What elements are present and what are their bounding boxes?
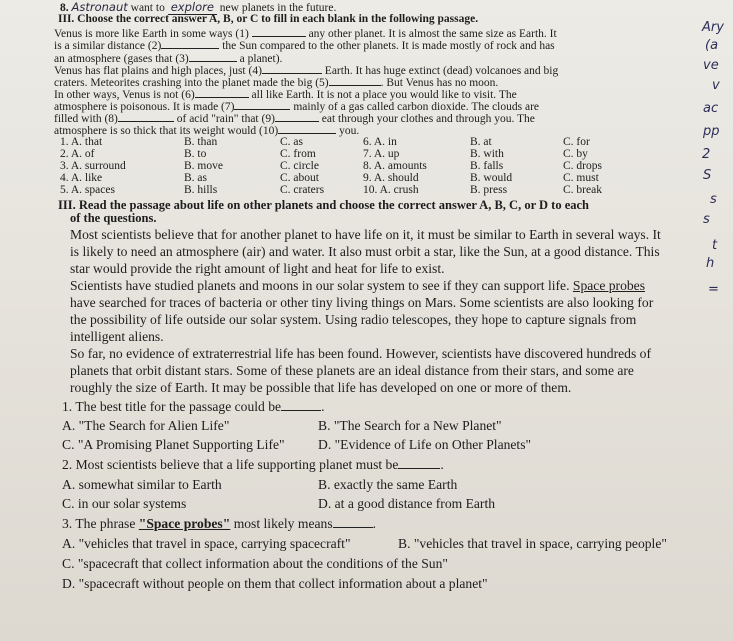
- margin-note: pp: [703, 124, 720, 139]
- option[interactable]: B. falls: [470, 160, 504, 172]
- q2-option-b[interactable]: B. exactly the same Earth: [318, 477, 458, 492]
- question-text: 1. The best title for the passage could be: [62, 399, 282, 414]
- passage-line-2: [54, 39, 555, 53]
- reading-line-1: Most scientists believe that for another planet to have life on it, it must be similar to Earth in several ways. It: [70, 227, 661, 242]
- q3-option-a[interactable]: A. "vehicles that travel in space, carrying spacecraft": [62, 536, 351, 551]
- option[interactable]: 3. A. surround: [60, 160, 126, 172]
- option[interactable]: B. as: [184, 172, 207, 184]
- reading-line-2: is likely to need an atmosphere (air) and water. It also must orbit a star, like the Sun, at a good distance. This: [70, 244, 660, 259]
- margin-note: Ary: [702, 20, 724, 35]
- header-text-pre: want to: [130, 2, 165, 14]
- blank-9[interactable]: [275, 112, 319, 122]
- margin-note: S: [703, 168, 712, 183]
- answer-blank[interactable]: [398, 458, 440, 469]
- reading-line-3: star would provide the right amount of light and heat for life to exist.: [70, 261, 445, 276]
- q1-option-a[interactable]: A. "The Search for Alien Life": [62, 418, 230, 433]
- option[interactable]: B. press: [470, 184, 508, 196]
- passage-text: atmosphere is so thick that its weight would (10): [54, 125, 279, 137]
- passage-text: is a similar distance (2): [54, 40, 162, 52]
- margin-note: s: [703, 212, 710, 227]
- header-text-post: new planets in the future.: [219, 2, 337, 14]
- question-2: 2. Most scientists believe that a life supporting planet must be .: [62, 457, 444, 472]
- blank-1[interactable]: [252, 27, 306, 37]
- margin-note: =: [708, 282, 719, 297]
- q3-option-b[interactable]: B. "vehicles that travel in space, carrying people": [398, 536, 667, 551]
- section-title-reading: III. Read the passage about life on other planets and choose the correct answer A, B, C, or D to each: [58, 198, 590, 212]
- section-title-fill-blanks: III. Choose the correct answer A, B, or C to fill in each blank in the following passage.: [58, 13, 479, 25]
- section-title-reading-2: of the questions.: [70, 211, 157, 225]
- option[interactable]: 7. A. up: [363, 148, 400, 160]
- reading-line-6: the possibility of life outside our solar system. Using radio telescopes, they hope to capture signals from: [70, 312, 637, 327]
- option[interactable]: C. about: [280, 172, 319, 184]
- underlined-term: Space probes: [572, 278, 645, 293]
- question-1: 1. The best title for the passage could be .: [62, 399, 325, 414]
- q2-option-a[interactable]: A. somewhat similar to Earth: [62, 477, 222, 492]
- option[interactable]: 10. A. crush: [363, 184, 419, 196]
- reading-text: Scientists have studied planets and moons in our solar system to see if they can support life.: [70, 278, 570, 293]
- reading-line-9: planets that orbit distant stars. Some of these planets are an ideal distance from their stars, and some are: [70, 363, 634, 378]
- blank-8[interactable]: [118, 112, 174, 122]
- margin-note: v: [712, 78, 720, 93]
- option[interactable]: C. drops: [563, 160, 602, 172]
- option[interactable]: B. at: [470, 136, 492, 148]
- passage-text: . But Venus has no moon.: [380, 77, 499, 89]
- q1-option-c[interactable]: C. "A Promising Planet Supporting Life": [62, 437, 285, 452]
- passage-text: mainly of a gas called carbon dioxide. The clouds are: [293, 101, 540, 113]
- blank-6[interactable]: [195, 88, 249, 98]
- passage-text: Venus is more like Earth in some ways (1): [54, 28, 252, 40]
- margin-note: 2: [702, 147, 711, 162]
- q2-option-c[interactable]: C. in our solar systems: [62, 496, 187, 511]
- q1-option-b[interactable]: B. "The Search for a New Planet": [318, 418, 502, 433]
- option[interactable]: C. as: [280, 136, 303, 148]
- blank-7[interactable]: [234, 100, 290, 110]
- option[interactable]: C. craters: [280, 184, 325, 196]
- passage-text: an atmosphere (gases that (3): [54, 53, 189, 65]
- passage-text: atmosphere is poisonous. It is made (7): [54, 101, 235, 113]
- answer-blank[interactable]: [281, 400, 321, 411]
- option[interactable]: B. would: [470, 172, 513, 184]
- answer-blank[interactable]: [333, 517, 373, 528]
- option[interactable]: 5. A. spaces: [60, 184, 115, 196]
- reading-line-7: intelligent aliens.: [70, 329, 164, 344]
- option[interactable]: C. from: [280, 148, 316, 160]
- q2-option-d[interactable]: D. at a good distance from Earth: [318, 496, 496, 511]
- passage-text: you.: [339, 125, 360, 137]
- blank-10[interactable]: [278, 124, 336, 134]
- blank-2[interactable]: [161, 39, 219, 49]
- passage-text: all like Earth. It is not a place you would like to visit. The: [251, 89, 517, 101]
- q3-option-c[interactable]: C. "spacecraft that collect information about the conditions of the Sun": [62, 556, 448, 571]
- margin-note: ve: [703, 58, 719, 73]
- blank-3[interactable]: [189, 52, 237, 62]
- option[interactable]: 6. A. in: [363, 136, 397, 148]
- passage-text: of acid "rain" that (9): [176, 113, 275, 125]
- passage-text: a planet).: [239, 53, 283, 65]
- question-3: 3. The phrase "Space probes" most likely means .: [62, 516, 377, 531]
- option[interactable]: C. must: [563, 172, 599, 184]
- handwritten-answer-1: Astronaut: [71, 0, 128, 14]
- passage-text: Earth. It has huge extinct (dead) volcanoes and big: [324, 65, 559, 77]
- option[interactable]: C. circle: [280, 160, 319, 172]
- reading-line-10: roughly the size of Earth. It may be possible that life has developed on one or more of them.: [70, 380, 572, 395]
- option[interactable]: 9. A. should: [363, 172, 419, 184]
- option[interactable]: 4. A. like: [60, 172, 103, 184]
- reading-line-4: [70, 279, 645, 293]
- question-text: most likely means: [233, 516, 333, 531]
- question-text: 3. The phrase: [62, 516, 136, 531]
- blank-4[interactable]: [262, 64, 322, 74]
- q1-option-d[interactable]: D. "Evidence of Life on Other Planets": [318, 437, 532, 452]
- option[interactable]: 8. A. amounts: [363, 160, 427, 172]
- margin-note: ac: [703, 101, 719, 116]
- question-text: 2. Most scientists believe that a life supporting planet must be: [62, 457, 399, 472]
- option[interactable]: B. hills: [184, 184, 218, 196]
- handwritten-answer-2: explore: [168, 0, 217, 15]
- passage-text: the Sun compared to the other planets. It is made mostly of rock and has: [222, 40, 555, 52]
- reading-line-5: have searched for traces of bacteria or other tiny living things on Mars. Some scientists are also looking for: [70, 295, 654, 310]
- margin-note: s: [710, 192, 717, 207]
- passage-text: Venus has flat plains and high places, just (4): [54, 65, 262, 77]
- option[interactable]: C. by: [563, 148, 588, 160]
- passage-text: eat through your clothes and through you. The: [321, 113, 535, 125]
- q3-option-d[interactable]: D. "spacecraft without people on them that collect information about a planet": [62, 576, 488, 591]
- option[interactable]: B. move: [184, 160, 223, 172]
- option[interactable]: B. with: [470, 148, 504, 160]
- option[interactable]: B. to: [184, 148, 207, 160]
- option[interactable]: B. than: [184, 136, 218, 148]
- passage-text: filled with (8): [54, 113, 118, 125]
- passage-text: any other planet. It is almost the same size as Earth. It: [308, 28, 557, 40]
- margin-note: t: [712, 238, 718, 253]
- margin-note: h: [706, 256, 715, 271]
- underlined-term: "Space probes": [138, 516, 231, 531]
- margin-note: (a: [705, 38, 719, 53]
- passage-text: craters. Meteorites crashing into the planet made the big (5): [54, 77, 329, 89]
- option[interactable]: C. for: [563, 136, 590, 148]
- reading-line-8: So far, no evidence of extraterrestrial life has been found. However, scientists have discovered hundreds of: [70, 346, 651, 361]
- option[interactable]: 2. A. of: [60, 148, 95, 160]
- blank-5[interactable]: [329, 76, 381, 86]
- option[interactable]: 1. A. that: [60, 136, 103, 148]
- item-number: 8.: [60, 2, 69, 14]
- option[interactable]: C. break: [563, 184, 602, 196]
- passage-text: In other ways, Venus is not (6): [54, 89, 195, 101]
